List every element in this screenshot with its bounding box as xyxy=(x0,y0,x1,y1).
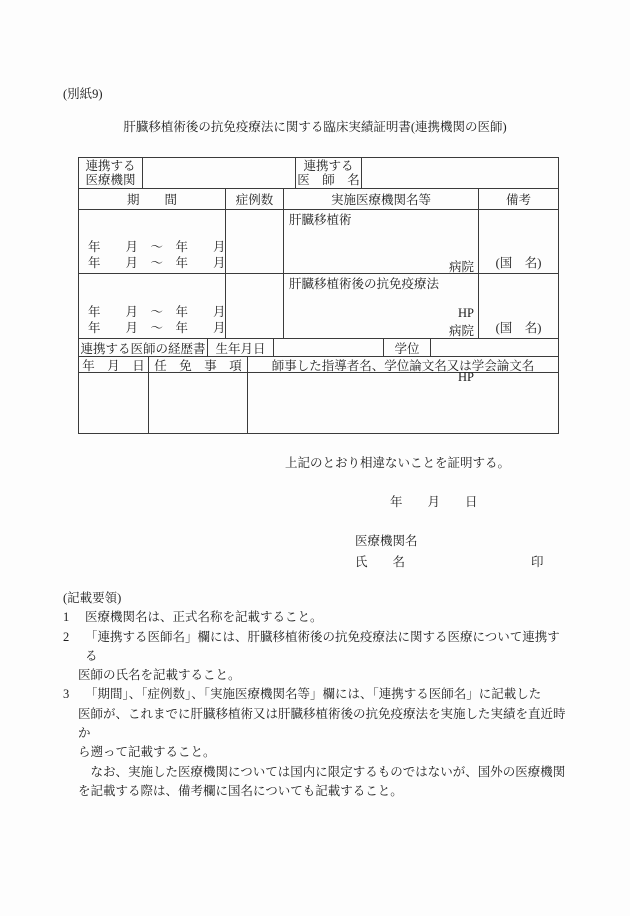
note-text: 医師が、これまでに肝臓移植術又は肝臓移植術後の抗免疫療法を実施した実績を直近時か xyxy=(78,706,566,741)
certification-statement: 上記のとおり相違ないことを証明する。 xyxy=(285,456,511,470)
birthdate-input[interactable] xyxy=(274,339,384,356)
hp-suffix: HP xyxy=(458,306,474,320)
note-number: 1 xyxy=(63,610,70,625)
partner-header-row xyxy=(79,158,558,189)
notes-heading: (記載要領) xyxy=(63,591,122,605)
note-line xyxy=(63,763,568,782)
note-text: なお、実施した医療機関については国内に限定するものではないが、国外の医療機関 xyxy=(78,764,566,779)
note-text: 医師の氏名を記載すること。 xyxy=(78,668,241,683)
note-text: 医療機関名は、正式名称を記載すること。 xyxy=(85,610,323,625)
note-line xyxy=(63,666,568,685)
partner-org-label xyxy=(79,158,143,188)
hospital-suffix: 病院 xyxy=(448,323,474,338)
resume-row xyxy=(79,339,558,357)
certification-seal-label: 印 xyxy=(531,555,544,569)
document-title: 肝臓移植術後の抗免疫療法に関する臨床実績証明書(連携機関の医師) xyxy=(123,120,507,134)
column-header-period: 期 間 xyxy=(79,189,226,209)
attachment-label: (別紙9) xyxy=(63,87,103,101)
partner-doctor-label-line1: 連携する xyxy=(303,158,354,173)
note-line xyxy=(63,685,568,704)
career-header-mentor: 師事した指導者名、学位論文名又は学会論文名 xyxy=(271,358,535,373)
partner-doctor-input[interactable] xyxy=(362,158,558,188)
note-line xyxy=(63,608,568,627)
remarks-input-transplant[interactable]: (国 名) xyxy=(495,255,542,270)
column-header-cases: 症例数 xyxy=(226,189,284,209)
certification-name-label: 氏 名 xyxy=(355,555,406,569)
note-line xyxy=(63,782,568,801)
partner-org-input[interactable] xyxy=(143,158,296,188)
birthdate-label: 生年月日 xyxy=(208,339,274,356)
note-line xyxy=(63,743,568,762)
notes-section xyxy=(63,589,568,801)
cases-input-immunotherapy[interactable] xyxy=(226,274,284,338)
column-header-remarks: 備考 xyxy=(505,193,531,207)
note-text: 「連携する医師名」欄には、肝臓移植術後の抗免疫療法に関する医療について連携する xyxy=(85,629,560,663)
period-input-immunotherapy[interactable] xyxy=(79,274,226,338)
cases-input-transplant[interactable] xyxy=(226,210,284,273)
period-input-transplant[interactable] xyxy=(79,210,226,273)
period-line: 年 月 ～ 年 月 xyxy=(88,305,226,319)
period-line: 年 月 ～ 年 月 xyxy=(88,320,226,335)
partner-doctor-label-line2: 医 師 名 xyxy=(297,173,360,187)
career-header-appointment: 任 免 事 項 xyxy=(149,357,248,372)
period-line: 年 月 ～ 年 月 xyxy=(88,240,226,254)
column-header-row xyxy=(79,189,558,210)
degree-label: 学位 xyxy=(384,339,431,356)
note-number: 3 xyxy=(63,687,70,702)
career-entry-row xyxy=(79,373,558,433)
note-line xyxy=(63,705,568,744)
partner-org-label-line2: 医療機関 xyxy=(85,173,136,187)
period-line: 年 月 ～ 年 月 xyxy=(88,255,226,270)
career-appointment-input[interactable] xyxy=(149,373,248,433)
partner-org-label-line1: 連携する xyxy=(85,158,136,173)
note-text: を記載する際は、備考欄に国名についても記載すること。 xyxy=(78,783,403,798)
resume-label: 連携する医師の経歴書 xyxy=(79,339,208,356)
partner-doctor-label xyxy=(296,158,362,188)
note-text: ら遡って記載すること。 xyxy=(78,745,216,760)
remarks-input-immunotherapy[interactable]: (国 名) xyxy=(495,320,542,335)
procedure-label-transplant: 肝臓移植術 xyxy=(289,213,352,227)
clinical-record-table xyxy=(78,157,559,434)
career-mentor-input[interactable] xyxy=(248,373,558,433)
career-date-input[interactable] xyxy=(79,373,149,433)
certification-org-label: 医療機関名 xyxy=(355,534,418,548)
hospital-suffix: 病院 xyxy=(448,259,474,274)
procedure-label-immunotherapy: 肝臓移植術後の抗免疫療法 xyxy=(289,277,440,291)
note-line xyxy=(63,628,568,667)
note-text: 「期間」、「症例数」、「実施医療機関名等」欄には、「連携する医師名」に記載した xyxy=(85,687,542,702)
career-header-row xyxy=(79,357,558,373)
certification-date-line: 年 月 日 xyxy=(390,495,478,509)
degree-input[interactable] xyxy=(431,339,558,356)
hp-suffix: HP xyxy=(458,370,474,384)
column-header-org: 実施医療機関名等 xyxy=(284,189,479,209)
career-header-date: 年 月 日 xyxy=(79,357,149,372)
note-number: 2 xyxy=(63,629,70,644)
